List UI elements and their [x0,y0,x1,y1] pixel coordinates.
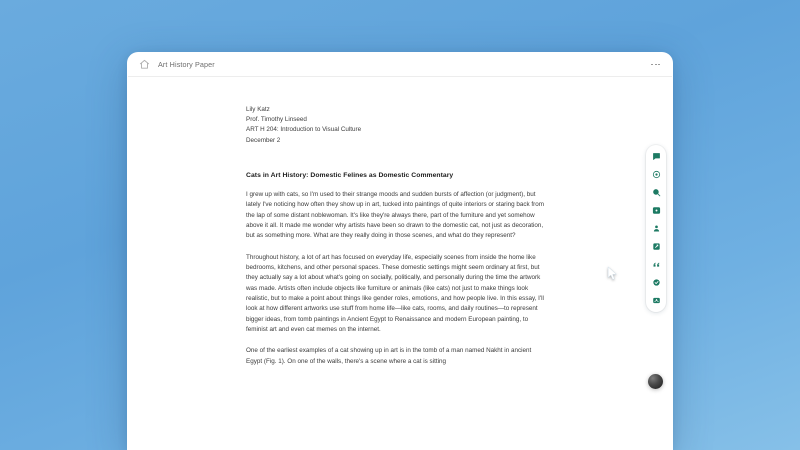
tool-rail [646,145,666,312]
link-icon[interactable] [647,238,665,255]
app-window [127,52,673,450]
paragraph: Throughout history, a lot of art has focused on everyday life, especially scenes from inside the home like bedrooms, kitchens, and other personal spaces. These domestic settings might seem ordinary at first, but they actually say a lot about what's going on socially, politically, and personally during the time the artwork was made. Artists often include objects like furniture or animals (like cats) not just to make things look realistic, but to make a point about things like gender roles, emotions, and how people live. In this essay, I'll look at how different artworks use stuff from home life—like cats, rooms, and daily routines—to represent bigger ideas, from tomb paintings in Ancient Egypt to Renaissance and modern European painting, to feminist art and even cat memes on the internet. [246,253,544,333]
quote-icon[interactable] [647,256,665,273]
citation-icon[interactable] [647,292,665,309]
header-line-date: December 2 [246,136,281,144]
assistant-orb-button[interactable] [648,374,663,389]
image-icon[interactable] [647,202,665,219]
person-icon[interactable] [647,220,665,237]
header-line-professor: Prof. Timothy Linseed [246,116,307,124]
document-scroll-area[interactable] [128,77,672,449]
comment-icon[interactable] [647,148,665,165]
header-line-student: Lily Katz [246,106,270,113]
check-badge-icon[interactable] [647,274,665,291]
title-bar [128,53,672,77]
page-title: Art History Paper [158,60,215,69]
paragraph: One of the earliest examples of a cat showing up in art is in the tomb of a man named Nakht in ancient Egypt (Fig. 1). On one of the walls, there's a scene where a cat is sitting [246,347,532,365]
kebab-dot [655,64,657,66]
document-header-block [246,105,572,146]
home-icon[interactable] [139,59,150,70]
header-line-course: ART H 204: Introduction to Visual Culture [246,126,362,134]
kebab-dot [658,64,660,66]
document-page [128,77,672,378]
essay-title: Cats in Art History: Domestic Felines as Domestic Commentary [246,171,454,179]
page-bottom-fade [128,387,672,449]
paragraph: I grew up with cats, so I'm used to their strange moods and sudden bursts of affection (or judgment), but lately I've noticing how often they show up in art, tucked into paintings of quite interiors or staring back from the lap of some distant noblewoman. It's like they're always there, part of the furniture and yet somehow above it all. It made me wonder why artists have been so drawn to the domestic cat, not just as decoration, but as something more. What are they really doing in those scenes, and what do they represent? [246,190,545,240]
kebab-menu-icon[interactable] [649,60,662,70]
search-icon[interactable] [647,184,665,201]
highlight-icon[interactable] [647,166,665,183]
kebab-dot [651,64,653,66]
